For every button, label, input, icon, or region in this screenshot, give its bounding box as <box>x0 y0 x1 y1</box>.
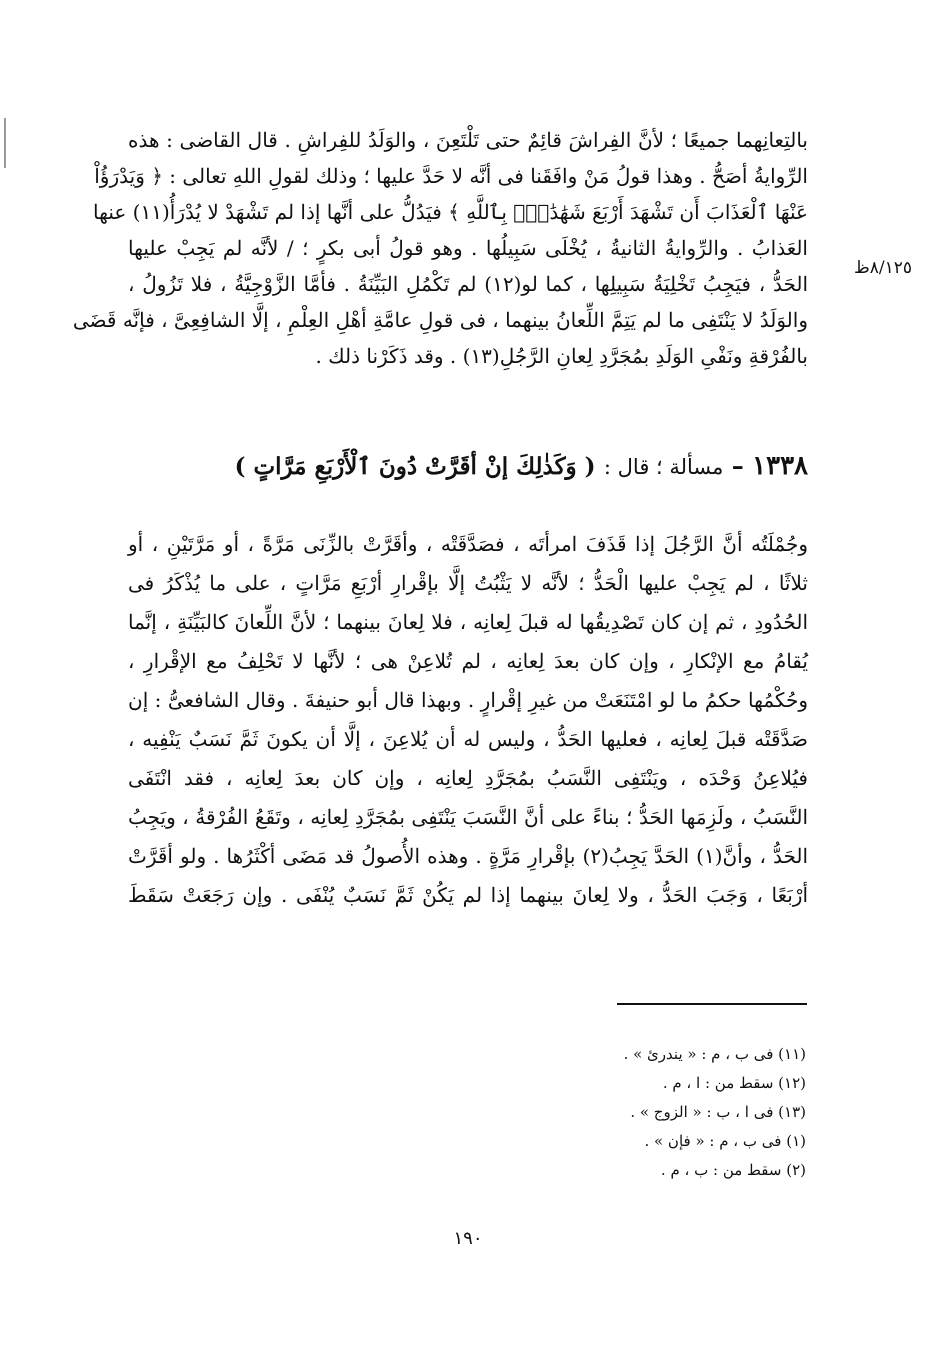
section-heading <box>200 446 808 487</box>
text-line: الحَدُّ ، وأنَّ(١) الحَدَّ يَجِبُ(٢) بإقْرارِ مَرَّةٍ . وهذه الأُصولُ قد مَضَى أكْثَرُها . ولو أقَرَّتْ <box>128 844 809 868</box>
heading-quote: ( وَكَذٰلِكَ إنْ أقَرَّتْ دُونَ ٱلْأَرْبَعِ مَرَّاتٍ ) <box>234 453 596 480</box>
text-line: أرْبَعًا ، وَجَبَ الحَدُّ ، ولا لِعانَ بينهما إذا لم يَكُنْ ثَمَّ نَسَبٌ يُنْفَى . وإن رَجَعَتْ سَقَطَ <box>128 883 808 907</box>
footnote-divider <box>617 1003 807 1005</box>
text-line: الرِّوايةُ أصَحُّ . وهذا قولُ مَنْ وافَقَنا فى أنَّه لا حَدَّ عليها ؛ وذلك لقولِ اللهِ تعالى : ﴿ وَيَدْرَؤُاْ <box>94 164 808 188</box>
heading-number: ١٣٣٨ <box>752 451 808 481</box>
scan-edge-mark <box>4 118 6 168</box>
text-line: يُقامُ مع الإنْكارِ ، وإن كان بعدَ لِعانِه ، لم تُلاعِنْ هى ؛ لأنَّها لا تَحْلِفُ مع الإقْرارِ ، <box>128 649 808 673</box>
heading-dash: – <box>731 451 744 480</box>
text-line: العَذابُ . والرِّوايةُ الثانيةُ ، يُخْلَى سَبِيلُها . وهو قولُ أبى بكرٍ ؛ / لأنَّه لم يَجِبْ عليها <box>128 236 808 260</box>
footnote: (٢) سقط من : ب ، م . <box>660 1161 806 1179</box>
text-line: النَّسَبُ ، ولَزِمَها الحَدُّ ؛ بناءً على أنَّ النَّسَبَ يَنْتَفِى بمُجَرَّدِ لِعانِه ، وتَقَعُ الفُرْقةُ ، ويَجِبُ <box>128 805 808 829</box>
paragraph-1 <box>72 122 809 374</box>
footnote: (١٢) سقط من : ا ، م . <box>662 1074 806 1092</box>
text-line: وحُكْمُها حكمُ ما لو امْتَنَعَتْ من غيرِ إقْرارٍ . وبهذا قال أبو حنيفةَ . وقال الشافعىُّ : إن <box>128 688 808 712</box>
text-line: الحُدُودِ ، ثم إن كان تَصْدِيقُها له قبلَ لِعانِه ، فلا لِعانَ بينهما ؛ لأنَّ اللِّعانَ كالبَيِّنَةِ ، إنَّما <box>128 610 808 634</box>
text-line: الحَدُّ ، فيَجِبُ تَخْلِيَةُ سَبِيلِها ، كما لو(١٢) لم تَكْمُلِ البَيِّنَةُ . فأمَّا الزَّوْجِيَّةُ ، فلا تَزُولُ ، <box>128 272 809 296</box>
text-line: فيُلاعِنُ وَحْدَه ، ويَنْتَفِى النَّسَبُ بمُجَرَّدِ لِعانِه ، وإن كان بعدَ لِعانِه ، فقد انْتَفَى <box>128 766 808 790</box>
text-line: ثلاثًا ، لم يَجِبْ عليها الْحَدُّ ؛ لأنَّه لا يَثْبُتُ إلَّا بإقْرارِ أرْبَعِ مَرَّاتٍ ، على ما يُذْكَرُ فى <box>128 571 808 595</box>
text-line: بالتِعانِهما جميعًا ؛ لأنَّ الفِراشَ قائِمٌ حتى تَلْتَعِنَ ، والوَلَدُ للفِراشِ . قال القاضى : هذه <box>128 128 808 152</box>
heading-label: مسألة ؛ قال : <box>603 455 724 479</box>
page-number: ١٩٠ <box>453 1228 483 1249</box>
margin-manuscript-reference: ٨/١٢٥ظ <box>854 258 912 278</box>
footnote: (١) فى ب ، م : « فإن » . <box>644 1132 806 1150</box>
text-line: والوَلَدُ لا يَنْتَفِى ما لم يَتِمَّ اللِّعانُ بينهما ، فى قولِ عامَّةِ أهْلِ العِلْمِ ، إلَّا الشافِعِىَّ ، فإنَّه قَضَى <box>72 308 808 332</box>
text-line: وجُمْلَتُه أنَّ الرَّجُلَ إذا قَذَفَ امرأتَه ، فصَدَّقَتْه ، وأقَرَّتْ بالزِّنَى مَرَّةً ، أو مَرَّتَيْنِ ، أو <box>128 532 808 556</box>
paragraph-2 <box>128 525 808 915</box>
text-line: بالفُرْقةِ ونَفْىِ الوَلَدِ بمُجَرَّدِ لِعانِ الرَّجُلِ(١٣) . وقد ذَكَرْنا ذلك . <box>315 344 808 368</box>
footnote: (١٣) فى ا ، ب : « الزوج » . <box>630 1103 806 1121</box>
footnotes <box>560 1040 810 1185</box>
text-line: عَنْهَا ٱلْعَذَابَ أَن تَشْهَدَ أَرْبَعَ شَهَٰدَٰتٍۭ بِٱللَّهِ ﴾ فيَدُلُّ على أنَّها إذا لم تَشْهَدْ لا يُدْرَأُ(١١) عنها <box>93 200 808 224</box>
footnote: (١١) فى ب ، م : « يندرئ » . <box>623 1045 806 1063</box>
text-line: صَدَّقَتْه قبلَ لِعانِه ، فعليها الحَدُّ ، وليس له أن يُلاعِنَ ، إلَّا أن يكونَ ثَمَّ نَسَبٌ يَنْفِيه ، <box>128 727 808 751</box>
